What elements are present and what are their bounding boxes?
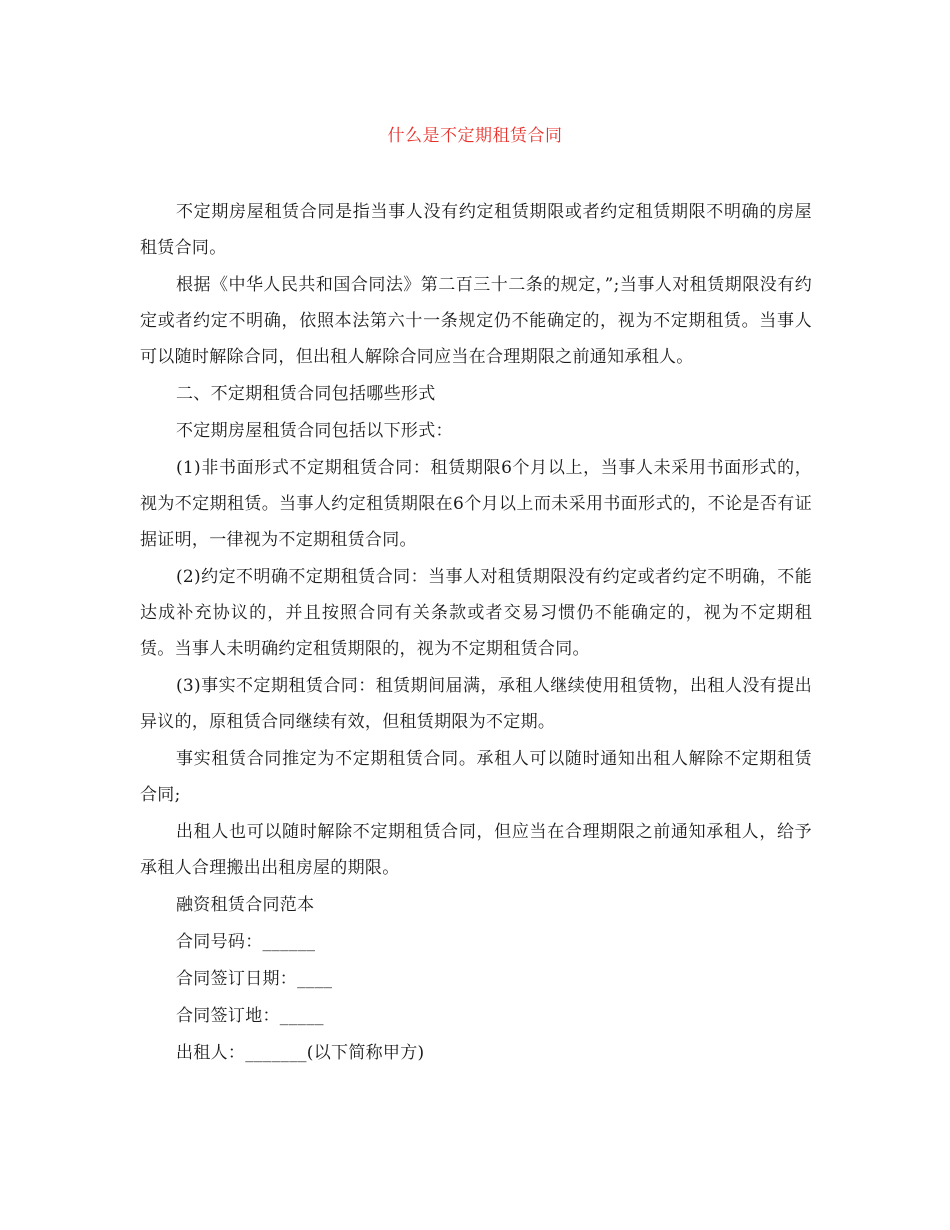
field-signing-date: 合同签订日期：____	[176, 969, 333, 989]
paragraph-definition: 不定期房屋租赁合同是指当事人没有约定租赁期限或者约定租赁期限不明确的房屋租赁合同。	[140, 202, 812, 258]
paragraph-form-3: (3)事实不定期租赁合同：租赁期间届满，承租人继续使用租赁物，出租人没有提出异议的，原租赁合同继续有效，但租赁期限为不定期。	[140, 676, 812, 732]
paragraph-forms-intro: 不定期房屋租赁合同包括以下形式：	[176, 421, 453, 441]
section-heading-forms: 二、不定期租赁合同包括哪些形式	[176, 384, 436, 404]
field-lessor: 出租人：_______(以下简称甲方)	[176, 1043, 425, 1063]
paragraph-form-2: (2)约定不明确不定期租赁合同：当事人对租赁期限没有约定或者约定不明确，不能达成补充协议的，并且按照合同有关条款或者交易习惯仍不能确定的，视为不定期租赁。当事人未明确约定租赁期限的，视为不定期租赁合同。	[140, 567, 812, 659]
paragraph-form-1: (1)非书面形式不定期租赁合同：租赁期限6个月以上，当事人未采用书面形式的，视为不定期租赁。当事人约定租赁期限在6个月以上而未采用书面形式的，不论是否有证据证明，一律视为不定期租赁合同。	[140, 458, 812, 550]
field-contract-number: 合同号码：______	[176, 932, 316, 952]
field-signing-place: 合同签订地：_____	[176, 1006, 324, 1026]
paragraph-legal-basis: 根据《中华人民共和国合同法》第二百三十二条的规定，”;当事人对租赁期限没有约定或者约定不明确，依照本法第六十一条规定仍不能确定的，视为不定期租赁。当事人可以随时解除合同，但出租人解除合同应当在合理期限之前通知承租人。	[140, 275, 812, 367]
document-title: 什么是不定期租赁合同	[387, 126, 563, 146]
paragraph-lessor-termination: 出租人也可以随时解除不定期租赁合同，但应当在合理期限之前通知承租人，给予承租人合理搬出出租房屋的期限。	[140, 822, 812, 878]
template-heading: 融资租赁合同范本	[176, 895, 315, 915]
paragraph-presumption: 事实租赁合同推定为不定期租赁合同。承租人可以随时通知出租人解除不定期租赁合同;	[140, 749, 812, 805]
document-body	[140, 194, 812, 1072]
